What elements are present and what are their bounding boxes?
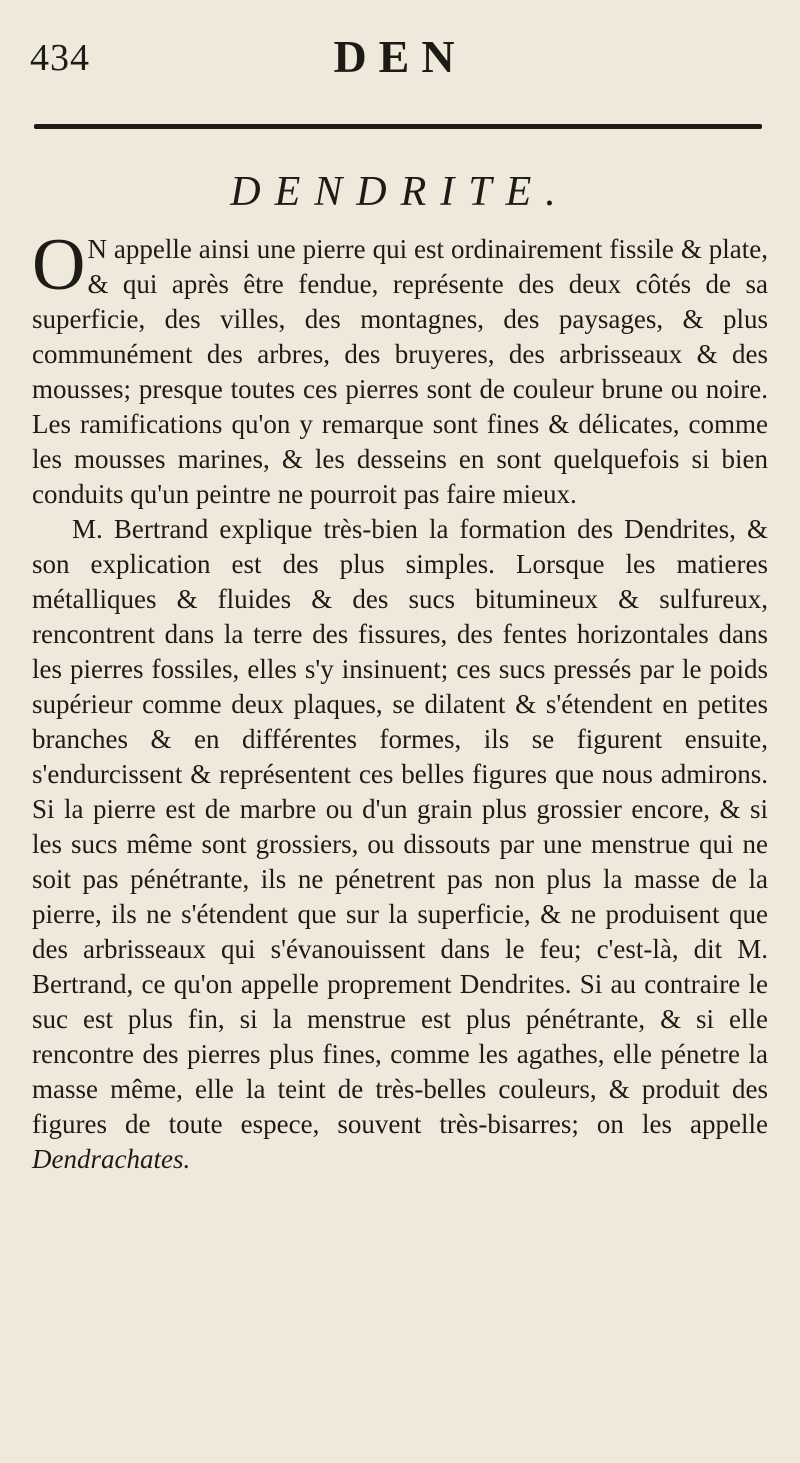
paragraph-1-text: N appelle ainsi une pierre qui est ordinairement fissile & plate, & qui après être fendue, représente des deux côtés de sa superficie, des villes, des montagnes, des paysages, & plus communément des arbres, des bruyeres, des arbrisseaux & des mousses; presque toutes ces pierres sont de couleur brune ou noire. Les ramifications qu'on y remarque sont fines & délicates, comme les mousses marines, & les desseins en sont quelquefois si bien conduits qu'un peintre ne pourroit pas faire mieux. bbox=[32, 234, 768, 509]
paragraph-2-italic-term: Dendrachates. bbox=[32, 1144, 191, 1174]
paragraph-2-text: M. Bertrand explique très-bien la formation des Dendrites, & son explication est des plus simples. Lorsque les matieres métalliques & fluides & des sucs bitumineux & sulfureux, rencontrent dans la terre des fissures, des fentes horizontales dans les pierres fossiles, elles s'y insinuent; ces sucs pressés par le poids supérieur comme deux plaques, se dilatent & s'étendent en petites branches & en différentes formes, ils se figurent ensuite, s'endurcissent & représentent ces belles figures que nous admirons. Si la pierre est de marbre ou d'un grain plus grossier encore, & si les sucs même sont grossiers, ou dissouts par une menstrue qui ne soit pas pénétrante, ils ne pénetrent pas non plus la masse de la pierre, ils ne s'étendent que sur la superficie, & ne produisent que des arbrisseaux qui s'évanouissent dans le feu; c'est-là, dit M. Bertrand, ce qu'on appelle proprement Dendrites. Si au contraire le suc est plus fin, si la menstrue est plus pénétrante, & si elle rencontre des pierres plus fines, comme les agathes, elle pénetre la masse même, elle la teint de très-belles couleurs, & produit des figures de toute espece, souvent très-bisarres; on les appelle bbox=[32, 514, 768, 1139]
running-head: DEN bbox=[333, 31, 467, 82]
article-body bbox=[32, 224, 768, 1177]
article-title: DENDRITE. bbox=[230, 169, 570, 215]
paragraph-2 bbox=[32, 512, 768, 1177]
header-rule bbox=[34, 124, 762, 129]
page-number: 434 bbox=[30, 37, 90, 79]
drop-cap: O bbox=[32, 224, 86, 306]
paragraph-1 bbox=[32, 224, 768, 512]
